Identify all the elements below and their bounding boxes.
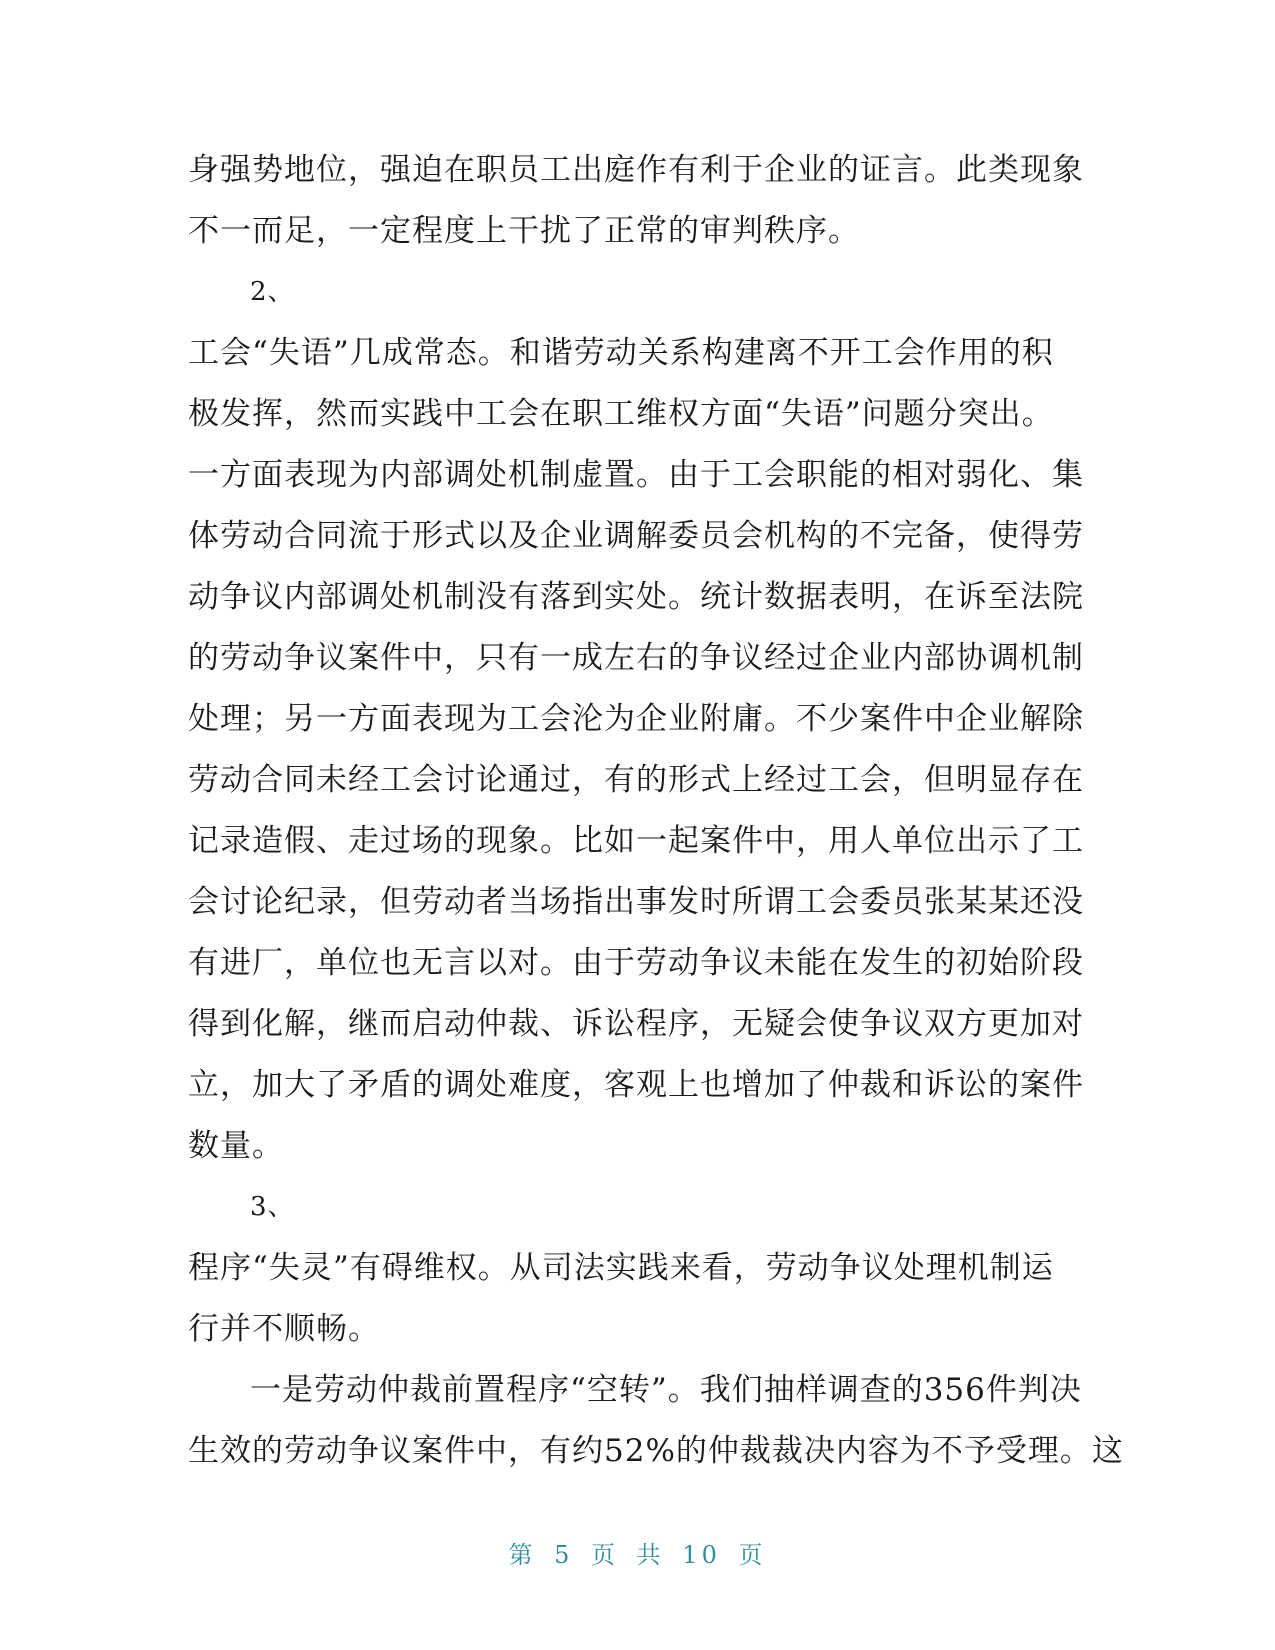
text-line: 数量。 (188, 1128, 284, 1164)
text-line: 立，加大了矛盾的调处难度，客观上也增加了仲裁和诉讼的案件 (188, 1067, 1084, 1103)
text-line: 行并不顺畅。 (188, 1311, 380, 1347)
text-line-indented: 一是劳动仲裁前置程序“空转”。我们抽样调查的356件判决 (250, 1372, 1082, 1408)
text-line: 不一而足，一定程度上干扰了正常的审判秩序。 (188, 213, 860, 249)
text-line: 动争议内部调处机制没有落到实处。统计数据表明，在诉至法院 (188, 579, 1084, 615)
text-line: 程序“失灵”有碍维权。从司法实践来看，劳动争议处理机制运 (188, 1250, 1054, 1286)
text-line: 生效的劳动争议案件中，有约52%的仲裁裁决内容为不予受理。这 (188, 1433, 1124, 1469)
text-line: 劳动合同未经工会讨论通过，有的形式上经过工会，但明显存在 (188, 762, 1084, 798)
text-line: 记录造假、走过场的现象。比如一起案件中，用人单位出示了工 (188, 823, 1084, 859)
section-number: 3、 (250, 1192, 295, 1222)
text-line: 极发挥，然而实践中工会在职工维权方面“失语”问题分突出。 (188, 396, 1054, 432)
text-line: 体劳动合同流于形式以及企业调解委员会机构的不完备，使得劳 (188, 518, 1084, 554)
text-line: 处理；另一方面表现为工会沦为企业附庸。不少案件中企业解除 (188, 701, 1084, 737)
text-line: 有进厂，单位也无言以对。由于劳动争议未能在发生的初始阶段 (188, 945, 1084, 981)
text-line: 的劳动争议案件中，只有一成左右的争议经过企业内部协调机制 (188, 640, 1084, 676)
document-body (188, 140, 1124, 1482)
page-footer: 第 5 页 共 10 页 (508, 1541, 767, 1569)
text-line: 身强势地位，强迫在职员工出庭作有利于企业的证言。此类现象 (188, 152, 1084, 188)
text-line: 工会“失语”几成常态。和谐劳动关系构建离不开工会作用的积 (188, 335, 1054, 371)
section-number: 2、 (250, 277, 295, 307)
text-line: 一方面表现为内部调处机制虚置。由于工会职能的相对弱化、集 (188, 457, 1084, 493)
text-line: 会讨论纪录，但劳动者当场指出事发时所谓工会委员张某某还没 (188, 884, 1084, 920)
text-line: 得到化解，继而启动仲裁、诉讼程序，无疑会使争议双方更加对 (188, 1006, 1084, 1042)
